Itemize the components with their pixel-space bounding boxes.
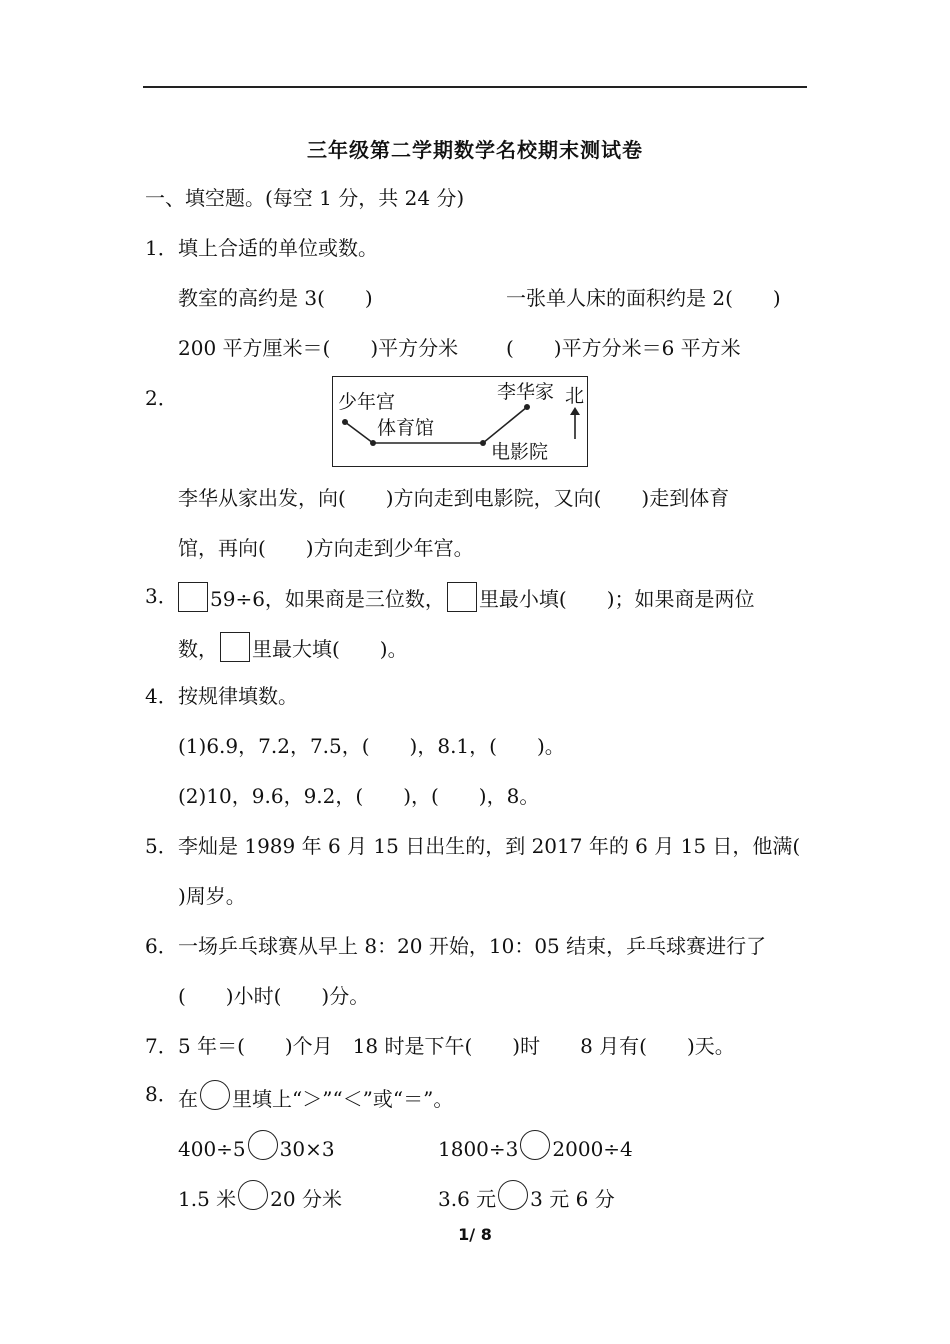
q3-text-c: 数， — [178, 637, 218, 661]
q3-text-a: 59÷6，如果商是三位数， — [210, 587, 445, 611]
q8-text-b: 里填上“＞”“＜”或“＝”。 — [232, 1087, 454, 1111]
map-label-shaoniangong: 少年宫 — [338, 391, 396, 413]
q3-number: 3． — [145, 584, 178, 608]
section-heading: 一、填空题。(每空 1 分，共 24 分) — [145, 186, 465, 210]
map-label-lihuajia: 李华家 — [497, 381, 555, 403]
q2-line1: 李华从家出发，向( )方向走到电影院，又向( )走到体育 — [178, 486, 730, 510]
q8-expr: 1.5 米 — [178, 1187, 237, 1211]
q3-line1 — [176, 582, 755, 613]
q6-number: 6． — [145, 934, 178, 958]
map-label-dianyingyuan: 电影院 — [491, 441, 549, 463]
answer-box — [220, 632, 250, 662]
q4-line2: (2)10，9.6，9.2，( )，( )，8。 — [178, 784, 540, 808]
q8-expr: 20 分米 — [270, 1187, 342, 1211]
compare-circle — [248, 1130, 278, 1160]
north-label: 北 — [565, 385, 585, 407]
q2-line2: 馆，再向( )方向走到少年宫。 — [178, 536, 474, 560]
q8-row2-left — [178, 1180, 342, 1213]
map-label-tiyuguan: 体育馆 — [377, 417, 435, 439]
q8-expr: 2000÷4 — [552, 1137, 633, 1161]
q4-text: 按规律填数。 — [178, 684, 298, 708]
q8-line1 — [178, 1080, 453, 1113]
q5-line1: 李灿是 1989 年 6 月 15 日出生的，到 2017 年的 6 月 15 日，他满( — [178, 834, 801, 858]
q8-expr: 400÷5 — [178, 1137, 246, 1161]
answer-box — [447, 582, 477, 612]
q2-number: 2． — [145, 386, 178, 410]
q3-line2 — [178, 632, 408, 663]
compare-circle — [498, 1180, 528, 1210]
q8-expr: 3 元 6 分 — [530, 1187, 615, 1211]
q1-line2-left: 200 平方厘米＝( )平方分米 — [178, 336, 459, 360]
q5-number: 5． — [145, 834, 178, 858]
q8-row2-right — [438, 1180, 615, 1213]
q1-line1-right: 一张单人床的面积约是 2( ) — [506, 286, 781, 310]
compare-circle — [520, 1130, 550, 1160]
q8-expr: 30×3 — [279, 1137, 335, 1161]
q3-text-d: 里最大填( )。 — [252, 637, 408, 661]
q8-expr: 1800÷3 — [438, 1137, 519, 1161]
q3-text-b: 里最小填( )；如果商是两位 — [478, 587, 755, 611]
q8-text-a: 在 — [178, 1087, 198, 1111]
page-title: 三年级第二学期数学名校期末测试卷 — [307, 138, 643, 162]
q8-row1-left — [178, 1130, 335, 1163]
q4-number: 4． — [145, 684, 178, 708]
compare-circle — [200, 1080, 230, 1110]
header-rule — [143, 86, 807, 88]
q5-line2: )周岁。 — [178, 884, 246, 908]
q1-text: 填上合适的单位或数。 — [178, 236, 378, 260]
q4-line1: (1)6.9，7.2，7.5，( )，8.1，( )。 — [178, 734, 565, 758]
q6-line1: 一场乒乓球赛从早上 8：20 开始，10：05 结束，乒乓球赛进行了 — [178, 934, 767, 958]
q1-line1-left: 教室的高约是 3( ) — [178, 286, 373, 310]
q7-number: 7． — [145, 1034, 178, 1058]
q6-line2: ( )小时( )分。 — [178, 984, 370, 1008]
q1-number: 1． — [145, 236, 178, 260]
answer-box — [178, 582, 208, 612]
q8-expr: 3.6 元 — [438, 1187, 497, 1211]
compare-circle — [238, 1180, 268, 1210]
route-map — [332, 376, 588, 467]
q8-row1-right — [438, 1130, 633, 1163]
q8-number: 8． — [145, 1082, 178, 1106]
q7-line1: 5 年＝( )个月 18 时是下午( )时 8 月有( )天。 — [178, 1034, 735, 1058]
page-number: 1/ 8 — [458, 1225, 492, 1244]
q1-line2-right: ( )平方分米＝6 平方米 — [506, 336, 741, 360]
